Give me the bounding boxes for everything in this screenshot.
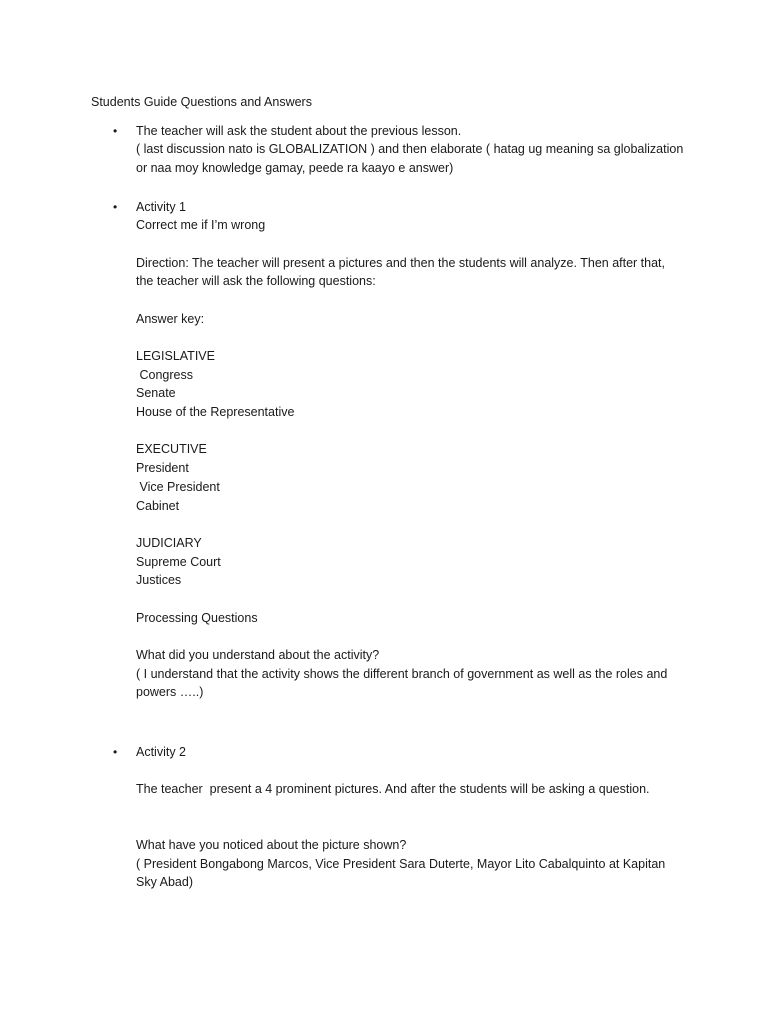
executive-item: Vice President <box>136 479 220 494</box>
document-title: Students Guide Questions and Answers <box>91 95 312 109</box>
activity-subheading: Correct me if I’m wrong <box>136 218 266 233</box>
bullet-marker: • <box>113 199 118 214</box>
blank-line <box>136 328 736 347</box>
blank-line <box>136 799 736 818</box>
text-line: ( last discussion nato is GLOBALIZATION ) and then elaborate ( hatag ug meaning sa globalization <box>136 142 684 157</box>
text-line: The teacher will ask the student about the previous lesson. <box>136 123 462 138</box>
legislative-item: House of the Representative <box>136 405 295 420</box>
judiciary-item: Supreme Court <box>136 554 221 569</box>
question-line: What did you understand about the activity? <box>136 648 380 662</box>
executive-item: President <box>136 461 189 476</box>
legislative-item: Congress <box>136 367 193 382</box>
blank-line <box>136 761 736 780</box>
question-line: What have you noticed about the picture shown? <box>136 837 407 852</box>
activity-heading: Activity 2 <box>136 744 187 759</box>
activity-heading: Activity 1 <box>136 199 187 214</box>
section-activity-2 <box>136 743 736 893</box>
answer-line: Sky Abad) <box>136 875 193 890</box>
judiciary-heading: JUDICIARY <box>136 535 202 550</box>
answer-key-label: Answer key: <box>136 311 205 326</box>
blank-line <box>136 817 736 836</box>
statement-line: The teacher present a 4 prominent pictures. And after the students will be asking a question. <box>136 781 650 796</box>
blank-line <box>136 422 736 441</box>
direction-line: Direction: The teacher will present a pictures and then the students will analyze. Then after that, <box>136 255 665 270</box>
processing-questions-label: Processing Questions <box>136 610 258 625</box>
judiciary-item: Justices <box>136 573 182 588</box>
bullet-marker: • <box>113 123 118 138</box>
legislative-heading: LEGISLATIVE <box>136 349 215 363</box>
blank-line <box>136 515 736 534</box>
section-activity-1 <box>136 198 736 703</box>
direction-line: the teacher will ask the following questions: <box>136 274 376 289</box>
blank-line <box>136 235 736 254</box>
executive-heading: EXECUTIVE <box>136 442 207 457</box>
executive-item: Cabinet <box>136 498 180 513</box>
section-previous-lesson <box>136 122 736 178</box>
text-line: or naa moy knowledge gamay, peede ra kaayo e answer) <box>136 160 454 175</box>
blank-line <box>136 627 736 646</box>
bullet-marker: • <box>113 744 118 759</box>
blank-line <box>136 291 736 310</box>
answer-line: ( President Bongabong Marcos, Vice President Sara Duterte, Mayor Lito Cabalquinto at Kapitan <box>136 856 666 871</box>
answer-line: ( I understand that the activity shows the different branch of government as well as the roles and <box>136 666 668 681</box>
answer-line: powers …..) <box>136 685 204 700</box>
legislative-item: Senate <box>136 386 176 401</box>
blank-line <box>136 590 736 609</box>
